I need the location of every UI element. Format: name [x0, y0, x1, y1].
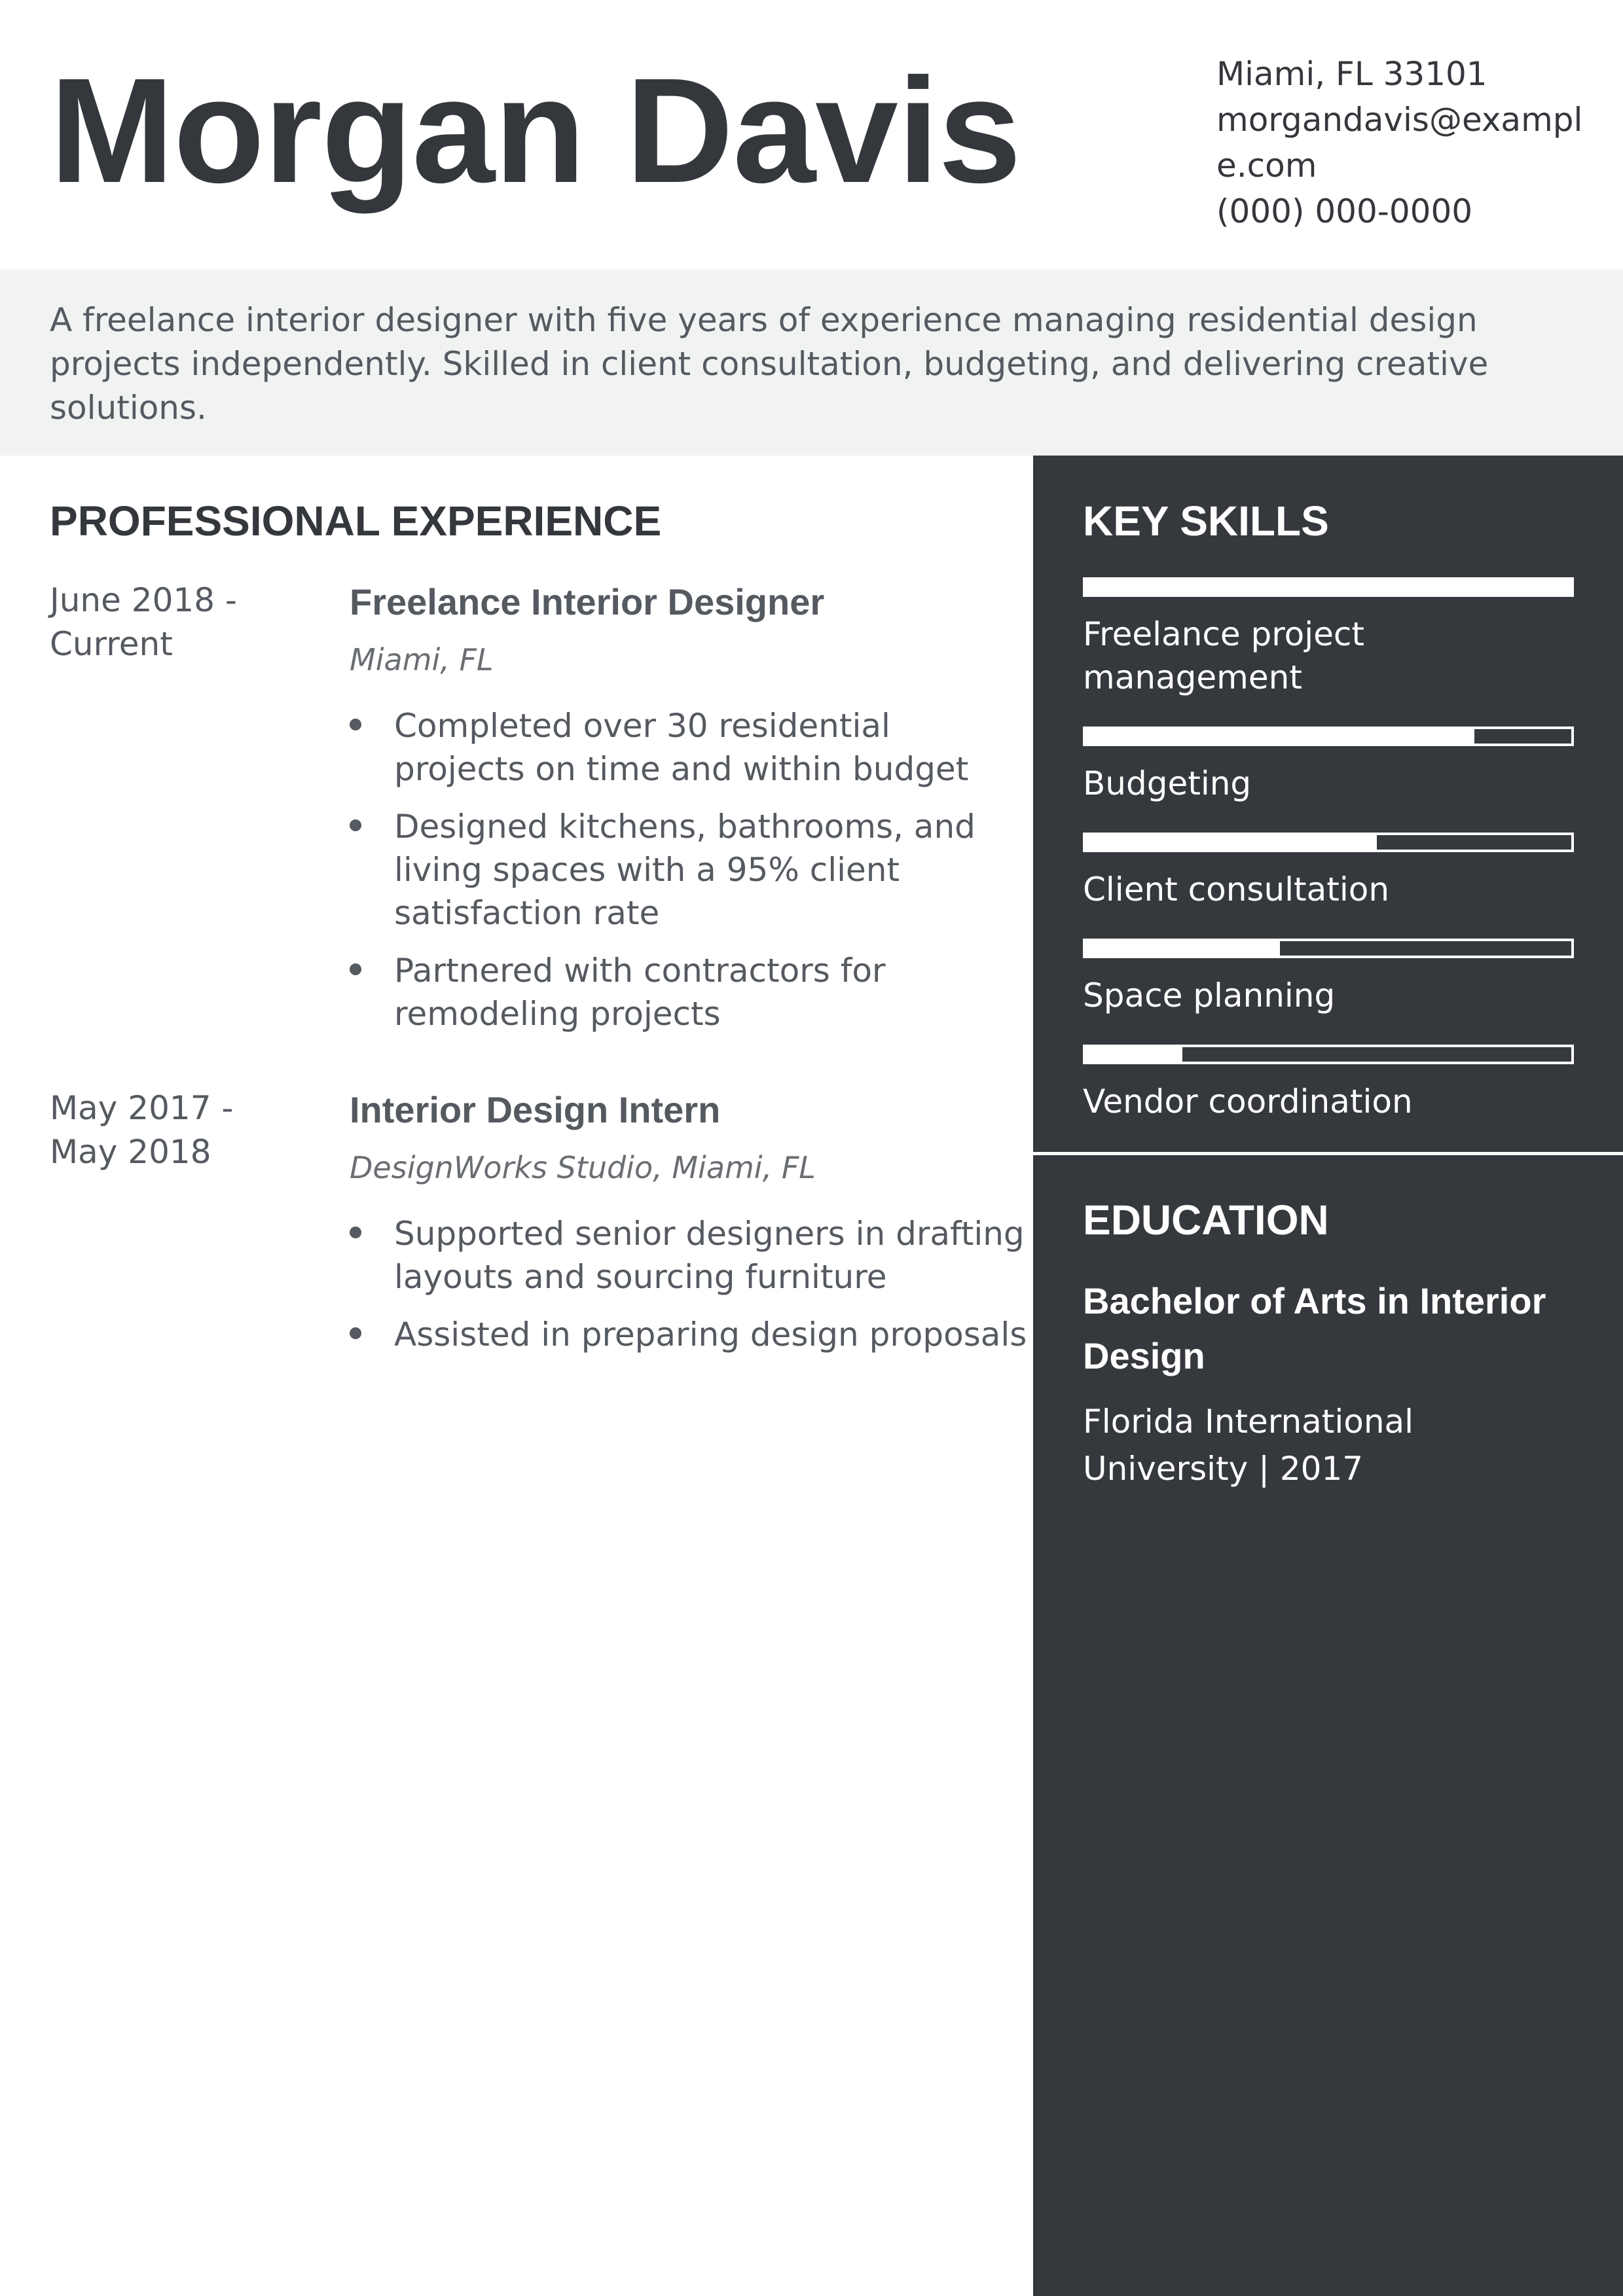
- job-details: [350, 579, 1030, 1050]
- list-item: [350, 1212, 1030, 1299]
- skill-item: [1083, 577, 1574, 699]
- skill-item: [1083, 833, 1574, 911]
- list-item: [350, 1313, 1030, 1356]
- skills-heading: KEY SKILLS: [1083, 497, 1329, 545]
- skill-label: Client consultation: [1083, 870, 1390, 908]
- job-bullets: [350, 704, 1030, 1035]
- skill-list: [1083, 577, 1574, 1151]
- contact-phone: (000) 000-0000: [1216, 192, 1473, 230]
- job-date: June 2018 - Current: [50, 581, 237, 663]
- contact-info: [1216, 51, 1583, 234]
- bullet-text: Partnered with contractors for remodeling projects: [394, 952, 886, 1033]
- skill-item: [1083, 726, 1574, 805]
- bullet-text: Completed over 30 residential projects on time and within budget: [394, 707, 969, 788]
- resume-header: [0, 0, 1623, 270]
- contact-email: morgandavis@example.com: [1216, 101, 1583, 185]
- skill-item: [1083, 1045, 1574, 1123]
- job-location: Miami, FL: [350, 642, 494, 677]
- skill-level-fill: [1085, 835, 1377, 850]
- contact-location: Miami, FL 33101: [1216, 55, 1487, 93]
- skill-label: Vendor coordination: [1083, 1083, 1413, 1121]
- job-title: Interior Design Intern: [350, 1089, 721, 1130]
- skill-level-fill: [1085, 1047, 1182, 1062]
- school-info: Florida International University | 2017: [1083, 1403, 1414, 1488]
- bullet-text: Designed kitchens, bathrooms, and living spaces with a 95% client satisfaction rate: [394, 808, 976, 932]
- skill-level-fill: [1085, 580, 1571, 594]
- education-heading: EDUCATION: [1083, 1196, 1329, 1244]
- bullet-dot-icon: [350, 1227, 361, 1238]
- skill-level-bar: [1083, 726, 1574, 746]
- skill-level-fill: [1085, 941, 1280, 956]
- job-location: DesignWorks Studio, Miami, FL: [350, 1150, 816, 1185]
- list-item: [350, 805, 1030, 935]
- sidebar: [1033, 456, 1623, 2296]
- list-item: [350, 949, 1030, 1035]
- skill-level-bar: [1083, 833, 1574, 852]
- bullet-dot-icon: [350, 819, 361, 831]
- bullet-text: Supported senior designers in drafting layouts and sourcing furniture: [394, 1215, 1025, 1296]
- skill-level-bar: [1083, 1045, 1574, 1064]
- summary-section: [0, 270, 1623, 456]
- skill-level-bar: [1083, 939, 1574, 958]
- bullet-dot-icon: [350, 963, 361, 975]
- skill-label: Space planning: [1083, 977, 1336, 1014]
- skill-label: Budgeting: [1083, 764, 1252, 802]
- job-details: [350, 1086, 1030, 1371]
- experience-heading: PROFESSIONAL EXPERIENCE: [50, 497, 662, 545]
- bullet-dot-icon: [350, 1327, 361, 1339]
- bullet-dot-icon: [350, 719, 361, 730]
- bullet-text: Assisted in preparing design proposals: [394, 1316, 1027, 1354]
- skill-level-bar: [1083, 577, 1574, 597]
- degree-title: Bachelor of Arts in Interior Design: [1083, 1280, 1546, 1376]
- skill-label: Freelance project management: [1083, 615, 1365, 696]
- experience-section: [0, 456, 1033, 2296]
- section-divider: [1033, 1152, 1623, 1155]
- skill-level-fill: [1085, 729, 1474, 744]
- job-date: May 2017 - May 2018: [50, 1089, 234, 1171]
- job-title: Freelance Interior Designer: [350, 581, 825, 622]
- skill-item: [1083, 939, 1574, 1017]
- candidate-name: Morgan Davis: [50, 48, 1021, 214]
- list-item: [350, 704, 1030, 791]
- summary-text: A freelance interior designer with five years of experience managing residential design projects independently. Skilled in client consultation, budgeting, and delivering creative solutions.: [50, 301, 1489, 427]
- job-bullets: [350, 1212, 1030, 1356]
